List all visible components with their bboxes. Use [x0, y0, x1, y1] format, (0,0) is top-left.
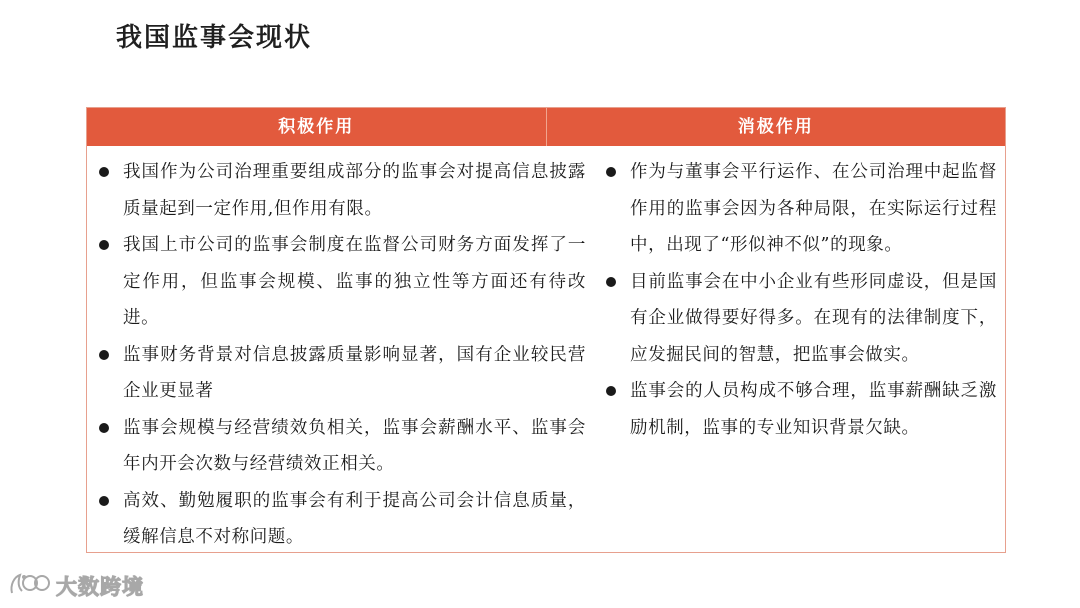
watermark-text: 大数跨境 — [56, 575, 144, 599]
bullet-icon — [99, 240, 109, 250]
list-item-text: 目前监事会在中小企业有些形同虚设，但是国有企业做得要好得多。在现有的法律制度下，应发掘民间的智慧，把监事会做实。 — [630, 271, 997, 365]
negative-effects-column — [592, 146, 1005, 552]
bullet-icon — [606, 277, 616, 287]
list-item — [97, 227, 586, 337]
table-header — [87, 108, 1005, 146]
logo-icon — [8, 569, 52, 603]
list-item — [97, 410, 586, 483]
bullet-icon — [99, 496, 109, 506]
list-item-text: 监事会规模与经营绩效负相关，监事会薪酬水平、监事会年内开会次数与经营绩效正相关。 — [123, 417, 586, 474]
list-item-text: 我国上市公司的监事会制度在监督公司财务方面发挥了一定作用，但监事会规模、监事的独立性等方面还有待改进。 — [123, 235, 586, 328]
list-item-text: 高效、勤勉履职的监事会有利于提高公司会计信息质量，缓解信息不对称问题。 — [123, 490, 586, 547]
list-item — [604, 154, 997, 264]
page-title: 我国监事会现状 — [116, 23, 313, 53]
positive-effects-column — [87, 146, 592, 552]
comparison-table — [86, 107, 1006, 553]
list-item — [97, 483, 586, 556]
list-item-text: 监事会的人员构成不够合理，监事薪酬缺乏激励机制，监事的专业知识背景欠缺。 — [630, 381, 997, 438]
list-item — [604, 264, 997, 374]
bullet-icon — [606, 167, 616, 177]
bullet-icon — [99, 350, 109, 360]
list-item — [97, 154, 586, 227]
bullet-icon — [99, 423, 109, 433]
bullet-icon — [99, 167, 109, 177]
list-item-text: 我国作为公司治理重要组成部分的监事会对提高信息披露质量起到一定作用,但作用有限。 — [123, 162, 586, 219]
table-body — [87, 146, 1005, 552]
list-item-text: 监事财务背景对信息披露质量影响显著，国有企业较民营企业更显著 — [123, 344, 586, 401]
positive-effects-header: 积极作用 — [87, 108, 547, 146]
watermark — [8, 570, 144, 602]
positive-effects-list — [97, 154, 586, 556]
bullet-icon — [606, 386, 616, 396]
list-item — [97, 337, 586, 410]
list-item — [604, 373, 997, 446]
negative-effects-list — [604, 154, 997, 446]
negative-effects-header: 消极作用 — [737, 117, 814, 137]
list-item-text: 作为与董事会平行运作、在公司治理中起监督作用的监事会因为各种局限，在实际运行过程中，出现了“形似神不似”的现象。 — [630, 162, 997, 255]
